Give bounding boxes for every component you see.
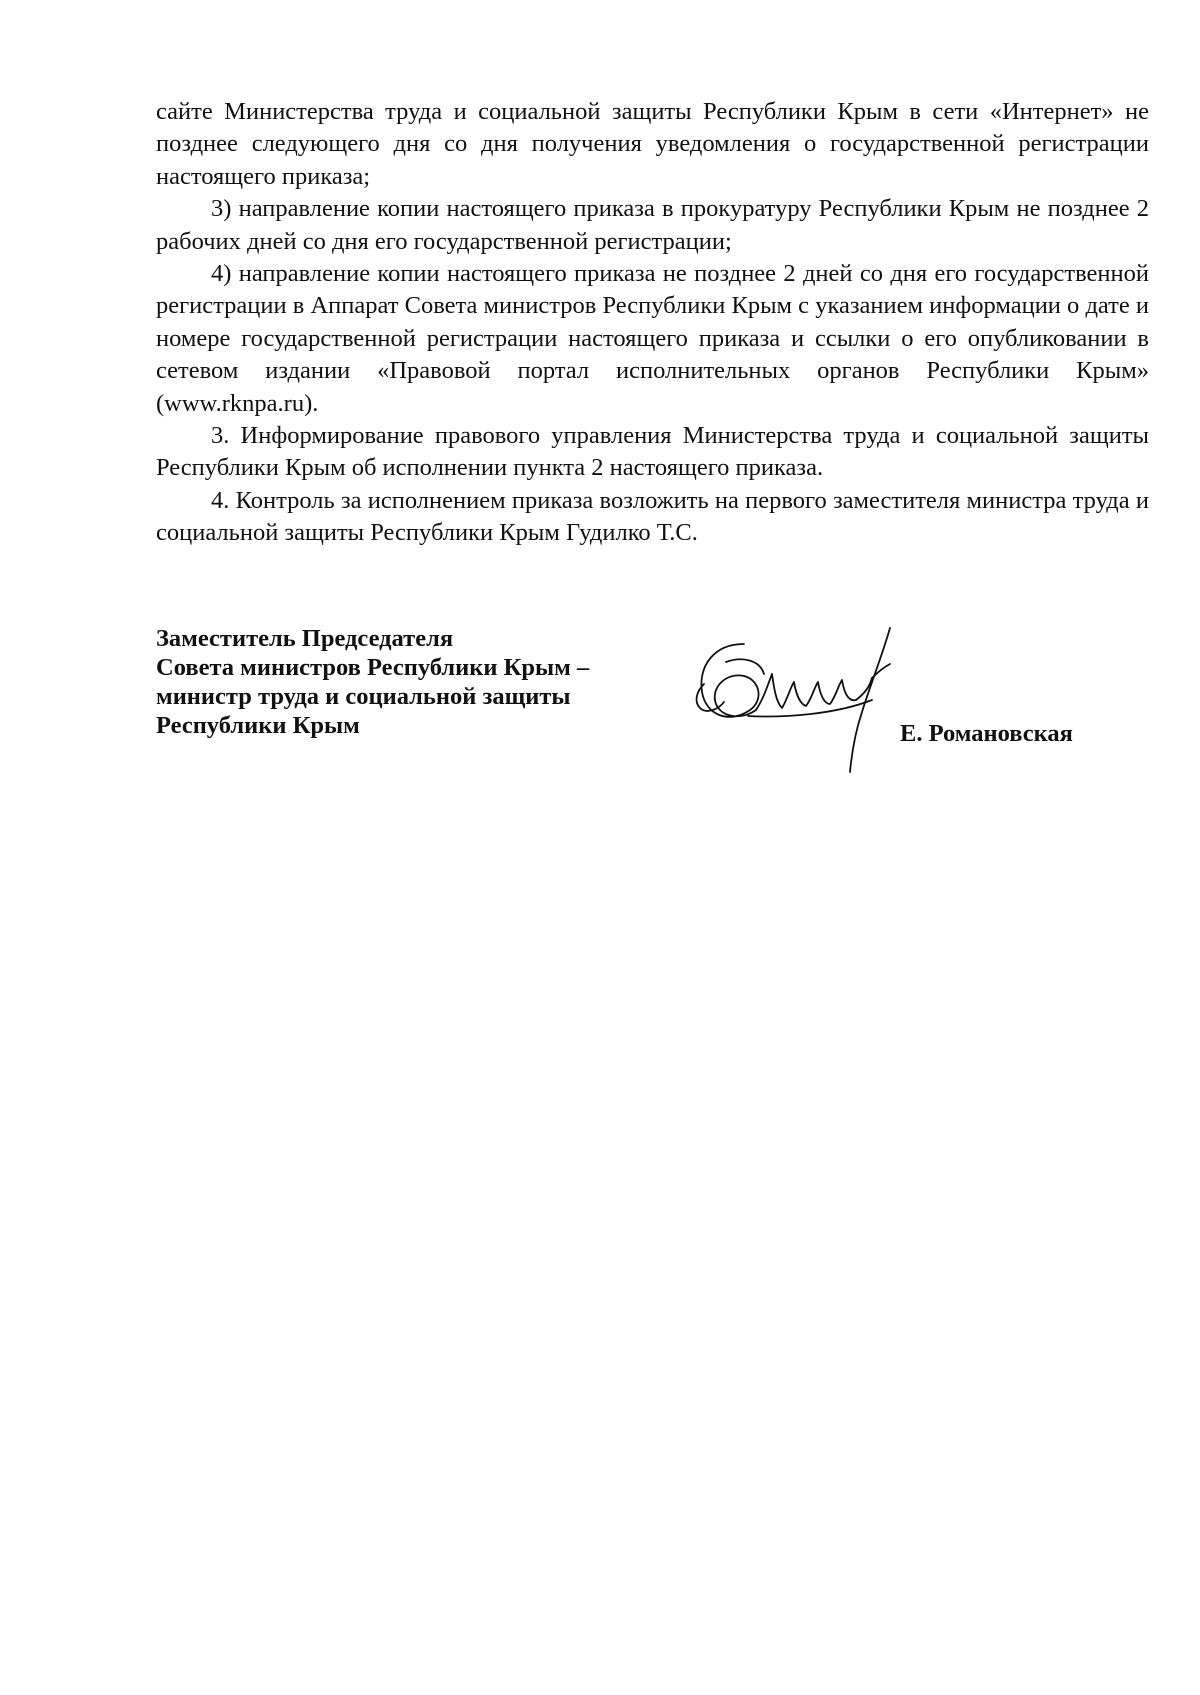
signatory-title bbox=[156, 624, 676, 740]
document-body bbox=[156, 96, 1149, 550]
signatory-title-line: Республики Крым bbox=[156, 712, 360, 739]
paragraph-continuation: сайте Министерства труда и социальной защиты Республики Крым в сети «Интернет» не позднее следующего дня со дня получения уведомления о государственной регистрации настоящего приказа; bbox=[156, 98, 1149, 190]
paragraph-clause-4: 4. Контроль за исполнением приказа возложить на первого заместителя министра труда и социальной защиты Республики Крым Гудилко Т.С. bbox=[156, 486, 1149, 547]
paragraph-item-3: 3) направление копии настоящего приказа в прокуратуру Республики Крым не позднее 2 рабочих дней со дня его государственной регистрации; bbox=[156, 195, 1149, 255]
paragraph-item-4: 4) направление копии настоящего приказа не позднее 2 дней со дня его государственной регистрации в Аппарат Совета министров Республики Крым с указанием информации о дате и номере государственной регистрации настоящего приказа и ссылки о его опубликовании в сетевом издании «Правовой портал исполнительных органов Республики Крым» (www.rknpa.ru). bbox=[156, 260, 1149, 417]
signatory-name: Е. Романовская bbox=[900, 720, 1073, 747]
signatory-title-line: Совета министров Республики Крым – bbox=[156, 654, 590, 681]
signatory-title-line: министр труда и социальной защиты bbox=[156, 683, 571, 710]
paragraph-clause-3: 3. Информирование правового управления Министерства труда и социальной защиты Республики Крым об исполнении пункта 2 настоящего приказа. bbox=[156, 422, 1149, 482]
handwritten-signature bbox=[686, 626, 936, 776]
signatory-title-line: Заместитель Председателя bbox=[156, 625, 454, 652]
